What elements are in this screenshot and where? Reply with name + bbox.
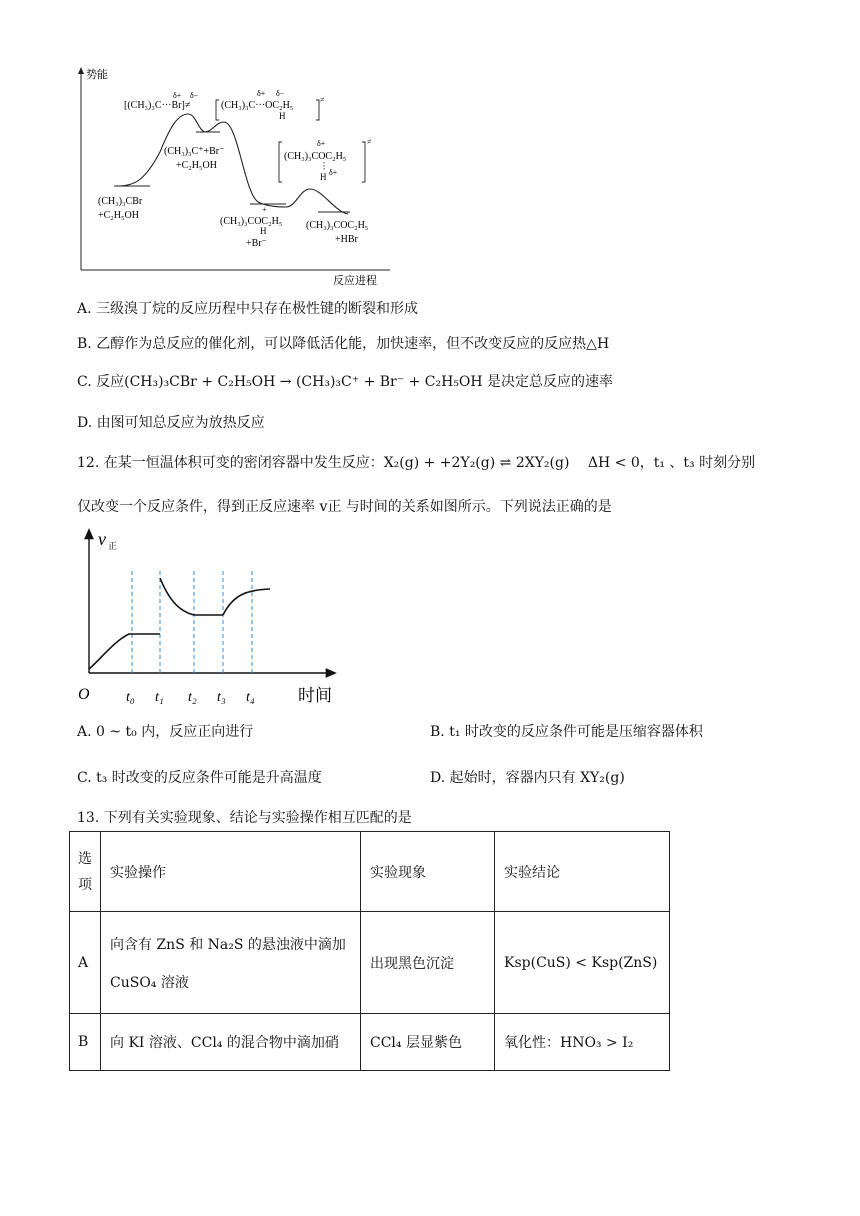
row-b-phenomenon: CCl₄ 层显紫色 (361, 1014, 495, 1071)
header-option: 选项 (70, 832, 101, 912)
svg-text:δ+: δ+ (173, 91, 182, 100)
energy-y-label: 势能 (86, 69, 108, 81)
svg-text:+HBr: +HBr (335, 234, 358, 245)
svg-text:H: H (260, 226, 267, 236)
svg-text:+: + (262, 205, 267, 214)
svg-text:H: H (279, 111, 286, 121)
q12-option-a: A. 0 ~ t₀ 内，反应正向进行 (77, 724, 254, 740)
table-row (70, 1014, 670, 1071)
svg-text:δ+: δ+ (329, 168, 338, 177)
q13-stem: 13. 下列有关实验现象、结论与实验操作相互匹配的是 (77, 810, 412, 826)
rate-time-graph (74, 523, 344, 713)
row-a-conclusion: Ksp(CuS) < Ksp(ZnS) (495, 912, 670, 1014)
row-a-option: A (70, 912, 101, 1014)
row-b-option: B (70, 1014, 101, 1071)
tick-t4: t₄ (246, 690, 255, 705)
tick-t2: t₂ (188, 690, 197, 705)
svg-text:+Br⁻: +Br⁻ (246, 238, 267, 249)
energy-curve (118, 114, 348, 214)
svg-text:+C₂H₅OH: +C₂H₅OH (176, 160, 217, 171)
energy-x-label: 反应进程 (333, 275, 377, 287)
int1-label: (CH₃)₃C⁺+Br⁻ (164, 146, 225, 157)
q12-option-c: C. t₃ 时改变的反应条件可能是升高温度 (77, 770, 322, 786)
header-operation: 实验操作 (101, 832, 361, 912)
svg-text:δ−: δ− (276, 89, 285, 98)
q11-option-c: C. 反应(CH₃)₃CBr + C₂H₅OH → (CH₃)₃C⁺ + Br⁻ + C₂H₅OH 是决定总反应的速率 (77, 374, 614, 390)
q12-stem-line2: 仅改变一个反应条件，得到正反应速率 v正 与时间的关系如图所示。下列说法正确的是 (77, 499, 612, 515)
energy-diagram (60, 62, 400, 290)
svg-text:≠: ≠ (367, 137, 372, 146)
header-conclusion: 实验结论 (495, 832, 670, 912)
q12-option-b: B. t₁ 时改变的反应条件可能是压缩容器体积 (430, 724, 703, 740)
tick-t0: t₀ (126, 690, 135, 705)
header-phenomenon: 实验现象 (361, 832, 495, 912)
rate-curve-seg1 (89, 634, 160, 669)
experiment-table (69, 831, 670, 1071)
origin-label: O (78, 686, 90, 703)
tick-t1: t₁ (155, 690, 164, 705)
q12-stem-line1: 12. 在某一恒温体积可变的密闭容器中发生反应：X₂(g) + +2Y₂(g) ⇌ 2XY₂(g) ΔH < 0，t₁ 、t₃ 时刻分别 (77, 455, 756, 471)
rate-curve-seg2 (160, 578, 223, 615)
row-b-conclusion: 氧化性：HNO₃ > I₂ (495, 1014, 670, 1071)
tick-t3: t₃ (217, 690, 226, 705)
product-label: (CH₃)₃COC₂H₅ (306, 220, 369, 231)
ts2-label: (CH₃)₃C···OC₂H₅ (221, 100, 294, 111)
int2-label: (CH₃)₃COC₂H₅ (220, 216, 283, 227)
svg-text:δ−: δ− (190, 91, 199, 100)
q11-option-d: D. 由图可知总反应为放热反应 (77, 415, 265, 431)
q11-option-a: A. 三级溴丁烷的反应历程中只存在极性键的断裂和形成 (77, 301, 419, 317)
row-a-operation: 向含有 ZnS 和 Na₂S 的悬浊液中滴加 CuSO₄ 溶液 (101, 912, 361, 1014)
svg-text:正: 正 (108, 541, 118, 551)
svg-text:H: H (320, 172, 327, 182)
q11-option-b: B. 乙醇作为总反应的催化剂，可以降低活化能，加快速率，但不改变反应的反应热△H (77, 336, 610, 352)
rate-x-label: 时间 (298, 686, 332, 705)
svg-text:+C₂H₅OH: +C₂H₅OH (98, 210, 139, 221)
reactant-label: (CH₃)₃CBr (98, 196, 143, 207)
ts1-label: [(CH₃)₃C···Br]≠ (124, 100, 191, 111)
table-row (70, 912, 670, 1014)
row-a-phenomenon: 出现黑色沉淀 (361, 912, 495, 1014)
svg-text:δ+: δ+ (257, 89, 266, 98)
table-header-row (70, 832, 670, 912)
q12-option-d: D. 起始时，容器内只有 XY₂(g) (430, 770, 625, 786)
svg-text:≠: ≠ (320, 95, 325, 104)
ts3-label: (CH₃)₃COC₂H₅ (284, 151, 347, 162)
rate-curve-seg3 (223, 589, 270, 615)
svg-text:δ+: δ+ (317, 139, 326, 148)
rate-y-label: v (98, 529, 106, 549)
row-b-operation: 向 KI 溶液、CCl₄ 的混合物中滴加硝 (101, 1014, 361, 1071)
